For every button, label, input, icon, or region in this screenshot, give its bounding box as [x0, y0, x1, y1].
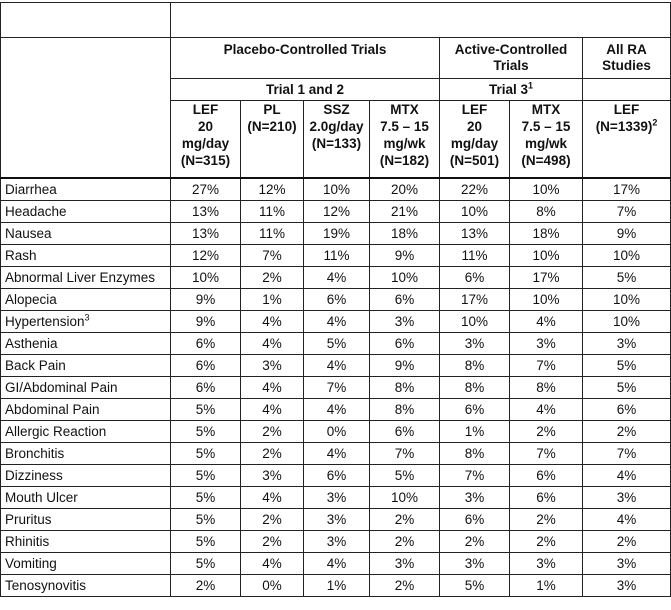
row-label: Nausea	[1, 223, 171, 245]
value-cell: 10%	[583, 289, 671, 311]
value-cell: 9%	[583, 223, 671, 245]
value-cell: 4%	[241, 487, 304, 509]
value-cell: 3%	[241, 355, 304, 377]
column-drug-label: LEF	[613, 102, 640, 117]
column-drug-label: LEF	[192, 102, 219, 117]
table-row	[1, 311, 671, 333]
value-cell: 10%	[510, 245, 583, 267]
table-row	[1, 267, 671, 289]
row-footnote: 3	[84, 312, 90, 323]
row-label: Hypertension$^3$	[1, 311, 171, 333]
value-cell: 7%	[510, 355, 583, 377]
value-cell: 7%	[241, 245, 304, 267]
value-cell: 5%	[583, 355, 671, 377]
value-cell: 5%	[171, 531, 241, 553]
value-cell: 18%	[370, 223, 440, 245]
column-drug-label: SSZ	[323, 102, 350, 117]
value-cell: 2%	[510, 509, 583, 531]
value-cell: 2%	[583, 531, 671, 553]
value-cell: 0%	[241, 575, 304, 597]
value-cell: 5%	[370, 465, 440, 487]
value-cell: 10%	[583, 311, 671, 333]
table-row	[1, 178, 671, 201]
value-cell: 8%	[370, 377, 440, 399]
row-label: GI/Abdominal Pain	[1, 377, 171, 399]
column-dose-label: 7.5 – 15 mg/wk	[380, 119, 429, 151]
table-row	[1, 355, 671, 377]
value-cell: 2%	[241, 267, 304, 289]
value-cell: 6%	[440, 509, 510, 531]
value-cell: 7%	[583, 443, 671, 465]
value-cell: 13%	[171, 223, 241, 245]
value-cell: 4%	[304, 399, 370, 421]
row-label: Back Pain	[1, 355, 171, 377]
blank-header-cell	[171, 3, 671, 38]
value-cell: 10%	[440, 201, 510, 223]
value-cell: 6%	[440, 267, 510, 289]
value-cell: 3%	[510, 553, 583, 575]
table-row	[1, 245, 671, 267]
value-cell: 9%	[171, 289, 241, 311]
value-cell: 9%	[370, 245, 440, 267]
value-cell: 6%	[370, 333, 440, 355]
value-cell: 1%	[510, 575, 583, 597]
table-row	[1, 465, 671, 487]
table-row	[1, 509, 671, 531]
row-label: Rhinitis	[1, 531, 171, 553]
value-cell: 13%	[171, 201, 241, 223]
value-cell: 3%	[440, 553, 510, 575]
value-cell: 27%	[171, 178, 241, 201]
row-label: Asthenia	[1, 333, 171, 355]
column-n-label: (N=1339)$^2$	[595, 117, 658, 134]
group-active-controlled: Active-Controlled Trials	[440, 38, 583, 79]
value-cell: 5%	[171, 421, 241, 443]
value-cell: 11%	[304, 245, 370, 267]
column-n-label: (N=210)	[247, 119, 297, 134]
value-cell: 3%	[440, 333, 510, 355]
value-cell: 1%	[241, 289, 304, 311]
column-drug-label: MTX	[531, 102, 561, 117]
value-cell: 4%	[241, 553, 304, 575]
value-cell: 1%	[304, 575, 370, 597]
column-header-4	[370, 101, 440, 179]
table-row	[1, 289, 671, 311]
value-cell: 3%	[241, 465, 304, 487]
table-row	[1, 223, 671, 245]
value-cell: 9%	[171, 311, 241, 333]
value-cell: 3%	[583, 553, 671, 575]
row-label: Tenosynovitis	[1, 575, 171, 597]
value-cell: 5%	[304, 333, 370, 355]
table-row	[1, 421, 671, 443]
value-cell: 19%	[304, 223, 370, 245]
column-drug-label: MTX	[390, 102, 419, 117]
value-cell: 5%	[171, 509, 241, 531]
value-cell: 9%	[370, 355, 440, 377]
column-header-6	[510, 101, 583, 179]
value-cell: 2%	[510, 531, 583, 553]
value-cell: 5%	[583, 377, 671, 399]
table-body	[1, 178, 671, 597]
column-dose-label: 20 mg/day	[181, 119, 230, 151]
value-cell: 3%	[304, 509, 370, 531]
value-cell: 10%	[510, 289, 583, 311]
value-cell: 7%	[510, 443, 583, 465]
group-all-ra-studies: All RA Studies	[583, 38, 671, 79]
value-cell: 4%	[510, 311, 583, 333]
row-label: Pruritus	[1, 509, 171, 531]
table-row	[1, 333, 671, 355]
column-dose-label: 20 mg/day	[450, 119, 499, 151]
value-cell: 21%	[370, 201, 440, 223]
value-cell: 11%	[440, 245, 510, 267]
value-cell: 2%	[370, 531, 440, 553]
value-cell: 3%	[370, 553, 440, 575]
value-cell: 6%	[370, 421, 440, 443]
blank-corner-cell	[1, 3, 171, 38]
group-placebo-controlled: Placebo-Controlled Trials	[171, 38, 440, 79]
value-cell: 2%	[241, 531, 304, 553]
value-cell: 2%	[370, 509, 440, 531]
value-cell: 4%	[304, 355, 370, 377]
value-cell: 6%	[440, 399, 510, 421]
value-cell: 17%	[583, 178, 671, 201]
value-cell: 2%	[241, 421, 304, 443]
trial-all-blank	[583, 79, 671, 101]
value-cell: 4%	[304, 267, 370, 289]
column-n-label: (N=501)	[449, 153, 500, 168]
value-cell: 2%	[440, 531, 510, 553]
table-row	[1, 201, 671, 223]
value-cell: 12%	[241, 178, 304, 201]
value-cell: 22%	[440, 178, 510, 201]
column-dose-label: 2.0g/day	[309, 119, 364, 134]
value-cell: 10%	[583, 245, 671, 267]
value-cell: 8%	[510, 377, 583, 399]
value-cell: 2%	[241, 443, 304, 465]
row-label: Alopecia	[1, 289, 171, 311]
table-row	[1, 553, 671, 575]
value-cell: 5%	[171, 465, 241, 487]
value-cell: 4%	[241, 311, 304, 333]
table-row	[1, 443, 671, 465]
value-cell: 7%	[440, 465, 510, 487]
column-dose-label: 7.5 – 15 mg/wk	[521, 119, 571, 151]
row-label: Headache	[1, 201, 171, 223]
value-cell: 8%	[370, 399, 440, 421]
value-cell: 10%	[304, 178, 370, 201]
value-cell: 7%	[583, 201, 671, 223]
column-drug-label: PL	[263, 102, 281, 117]
column-footnote: 2	[652, 117, 658, 128]
table-row	[1, 399, 671, 421]
value-cell: 8%	[440, 443, 510, 465]
value-cell: 3%	[304, 487, 370, 509]
value-cell: 5%	[171, 443, 241, 465]
value-cell: 4%	[583, 509, 671, 531]
value-cell: 3%	[583, 575, 671, 597]
value-cell: 10%	[171, 267, 241, 289]
value-cell: 8%	[510, 201, 583, 223]
table-row	[1, 487, 671, 509]
adverse-events-table	[0, 2, 671, 597]
value-cell: 6%	[370, 289, 440, 311]
value-cell: 3%	[304, 531, 370, 553]
value-cell: 0%	[304, 421, 370, 443]
value-cell: 2%	[171, 575, 241, 597]
column-header-5	[440, 101, 510, 179]
value-cell: 5%	[171, 487, 241, 509]
value-cell: 4%	[241, 399, 304, 421]
row-label: Vomiting	[1, 553, 171, 575]
trial-3-footnote: 1	[528, 80, 534, 91]
value-cell: 4%	[241, 333, 304, 355]
row-label: Allergic Reaction	[1, 421, 171, 443]
column-drug-label: LEF	[461, 102, 488, 117]
value-cell: 6%	[304, 465, 370, 487]
value-cell: 12%	[304, 201, 370, 223]
value-cell: 7%	[370, 443, 440, 465]
table-row	[1, 531, 671, 553]
column-n-label: (N=182)	[379, 153, 430, 168]
trial-3-label: Trial $3^1$	[440, 79, 583, 101]
value-cell: 17%	[510, 267, 583, 289]
value-cell: 17%	[440, 289, 510, 311]
value-cell: 4%	[304, 311, 370, 333]
row-label: Bronchitis	[1, 443, 171, 465]
trial-1-and-2-label: Trial 1 and 2	[171, 79, 440, 101]
value-cell: 11%	[241, 201, 304, 223]
column-n-label: (N=315)	[180, 153, 231, 168]
value-cell: 8%	[440, 377, 510, 399]
value-cell: 6%	[510, 465, 583, 487]
value-cell: 8%	[440, 355, 510, 377]
value-cell: 20%	[370, 178, 440, 201]
value-cell: 4%	[510, 399, 583, 421]
value-cell: 3%	[510, 333, 583, 355]
value-cell: 5%	[440, 575, 510, 597]
value-cell: 5%	[171, 553, 241, 575]
value-cell: 6%	[171, 333, 241, 355]
value-cell: 18%	[510, 223, 583, 245]
column-header-7	[583, 101, 671, 179]
table-row	[1, 575, 671, 597]
value-cell: 13%	[440, 223, 510, 245]
row-label: Diarrhea	[1, 178, 171, 201]
value-cell: 11%	[241, 223, 304, 245]
value-cell: 12%	[171, 245, 241, 267]
value-cell: 4%	[241, 377, 304, 399]
row-label: Abdominal Pain	[1, 399, 171, 421]
value-cell: 3%	[370, 311, 440, 333]
row-label: Mouth Ulcer	[1, 487, 171, 509]
value-cell: 10%	[370, 487, 440, 509]
row-label: Dizziness	[1, 465, 171, 487]
value-cell: 10%	[370, 267, 440, 289]
value-cell: 2%	[583, 421, 671, 443]
value-cell: 1%	[440, 421, 510, 443]
row-label: Rash	[1, 245, 171, 267]
value-cell: 3%	[583, 487, 671, 509]
value-cell: 6%	[171, 377, 241, 399]
row-label-header-cell	[1, 38, 171, 179]
column-header-3	[304, 101, 370, 179]
column-n-label: (N=498)	[521, 153, 571, 168]
row-label: Abnormal Liver Enzymes	[1, 267, 171, 289]
value-cell: 2%	[370, 575, 440, 597]
value-cell: 5%	[171, 399, 241, 421]
value-cell: 5%	[583, 267, 671, 289]
value-cell: 3%	[583, 333, 671, 355]
column-n-label: (N=133)	[311, 136, 362, 151]
column-header-1	[171, 101, 241, 179]
value-cell: 4%	[583, 465, 671, 487]
column-header-2	[241, 101, 304, 179]
value-cell: 3%	[440, 487, 510, 509]
value-cell: 6%	[171, 355, 241, 377]
value-cell: 6%	[304, 289, 370, 311]
group-header-row	[1, 38, 671, 79]
value-cell: 6%	[510, 487, 583, 509]
value-cell: 7%	[304, 377, 370, 399]
value-cell: 10%	[510, 178, 583, 201]
value-cell: 2%	[241, 509, 304, 531]
value-cell: 2%	[510, 421, 583, 443]
value-cell: 6%	[583, 399, 671, 421]
value-cell: 10%	[440, 311, 510, 333]
value-cell: 4%	[304, 443, 370, 465]
blank-header-row	[1, 3, 671, 38]
value-cell: 4%	[304, 553, 370, 575]
table-row	[1, 377, 671, 399]
